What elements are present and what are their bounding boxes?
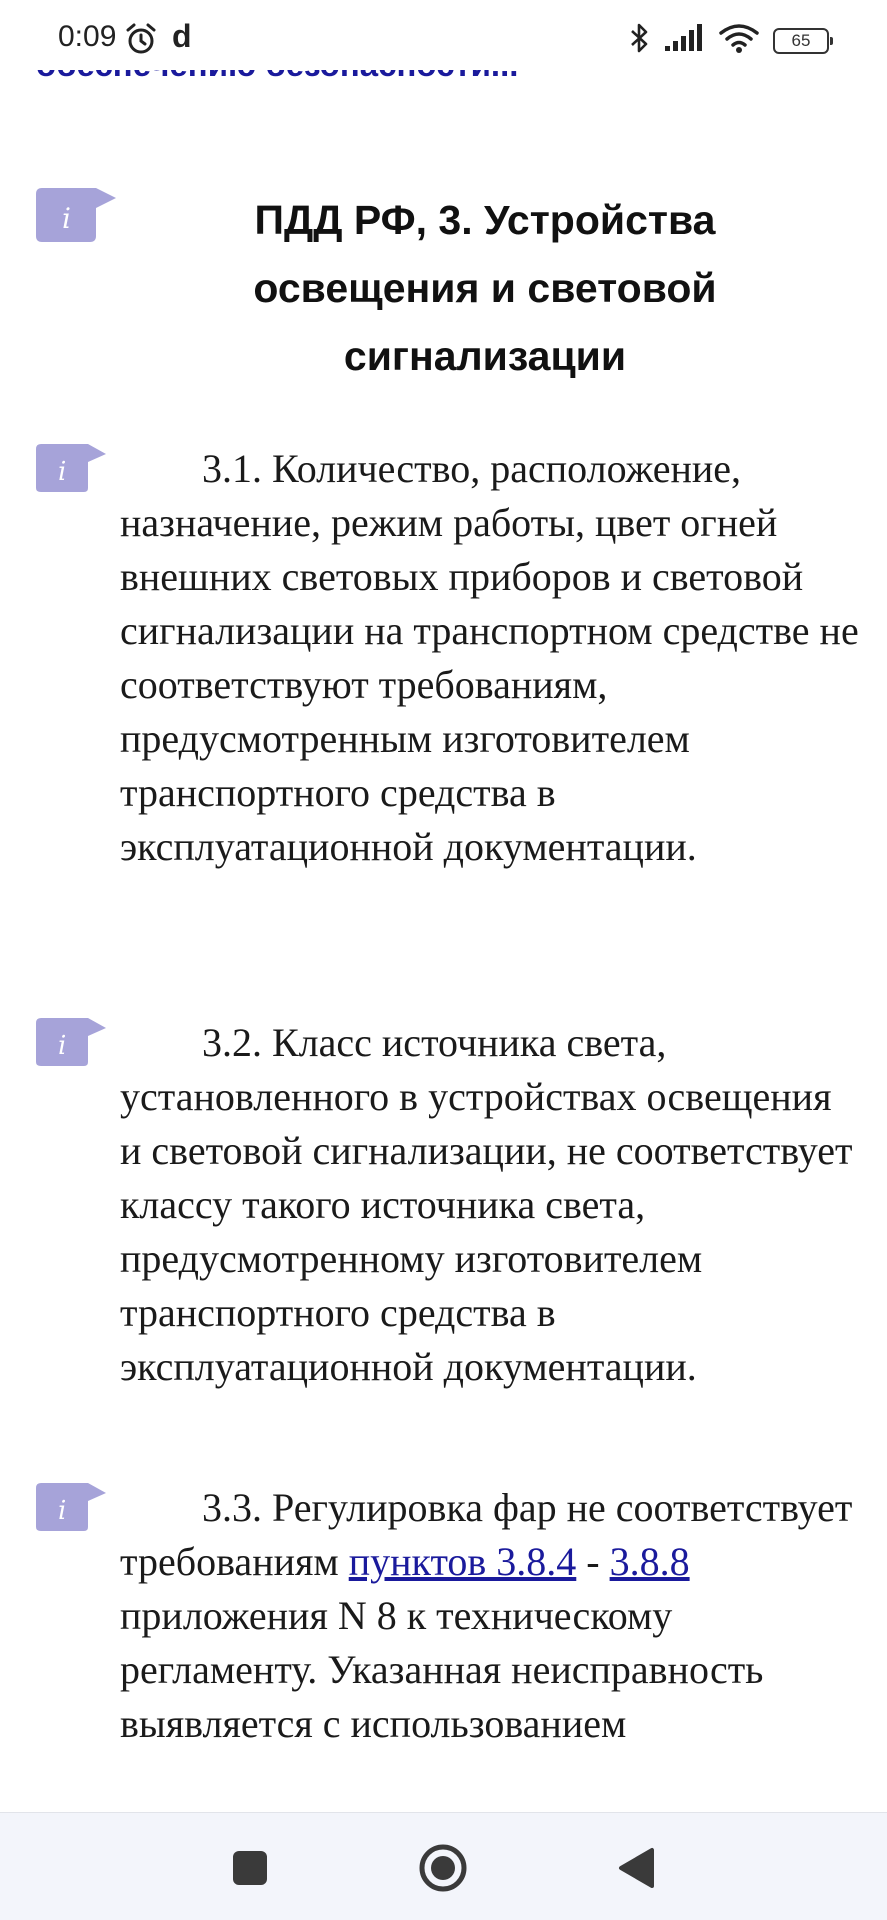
link-points-3-8-4[interactable]: пунктов 3.8.4 (348, 1539, 577, 1584)
paragraph-dash: - (576, 1539, 610, 1584)
home-icon[interactable] (408, 1833, 478, 1903)
recent-apps-icon[interactable] (215, 1833, 285, 1903)
info-tag-icon[interactable] (36, 1483, 116, 1539)
back-icon[interactable] (600, 1833, 670, 1903)
paragraph-text: 3.3. Регулировка фар не соответствует требованиям (120, 1485, 853, 1584)
section-title: ПДД РФ, 3. Устройства освещения и световой сигнализации (253, 197, 717, 379)
status-bar (0, 0, 887, 70)
battery-icon: 65 (773, 28, 829, 54)
svg-text:i: i (58, 1031, 67, 1061)
paragraph-text: приложения N 8 к техническому регламенту. Указанная неисправность выявляется с использованием (120, 1593, 764, 1746)
svg-text:i: i (58, 457, 67, 487)
status-indicators (629, 22, 829, 59)
paragraph-3-1: 3.1. Количество, расположение, назначение, режим работы, цвет огней внешних световых приборов и световой сигнализации на транспортном средстве не соответствуют требованиям, предусмотренным изготовителем транспортного средства в эксплуатационной документации. (120, 446, 859, 869)
navigation-bar (0, 1812, 887, 1920)
signal-icon (665, 24, 705, 57)
paragraph-3-3 (120, 1481, 860, 1751)
alarm-icon (124, 22, 158, 61)
svg-text:i: i (62, 202, 71, 235)
link-3-8-8[interactable]: 3.8.8 (609, 1539, 690, 1584)
wifi-icon (719, 23, 759, 58)
app-notification-icon: d (172, 18, 192, 54)
info-tag-icon[interactable] (36, 188, 116, 244)
info-tag-icon[interactable] (36, 444, 116, 500)
bluetooth-icon (629, 22, 651, 59)
paragraph-3-2: 3.2. Класс источника света, установленного в устройствах освещения и световой сигнализации, не соответствует классу такого источника света, предусмотренному изготовителем транспортного средства в эксплуатационной документации. (120, 1020, 853, 1389)
info-tag-icon[interactable] (36, 1018, 116, 1074)
svg-text:i: i (58, 1496, 67, 1526)
status-time: 0:09 (58, 20, 117, 53)
